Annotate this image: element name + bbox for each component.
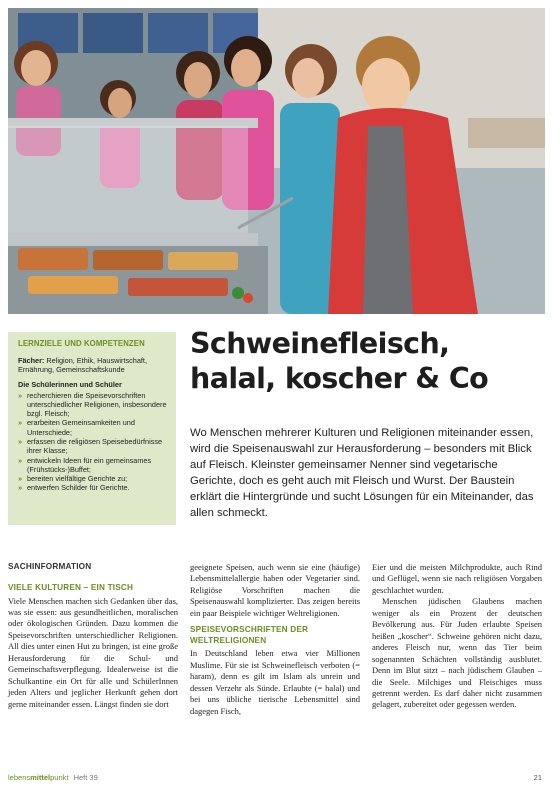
footer-brand	[8, 773, 98, 782]
page-number: 21	[533, 773, 542, 782]
cafeteria-illustration	[8, 8, 545, 314]
section-label: SACHINFORMATION	[8, 562, 92, 571]
goal-item: » entwickeln Ideen für ein gemeinsames (Frühstücks-)Buffet;	[18, 456, 168, 475]
goal-item: » bereiten vielfältige Gerichte zu;	[18, 474, 168, 483]
subjects-line	[18, 356, 168, 375]
intro-paragraph: Wo Menschen mehrerer Kulturen und Religionen miteinander essen, wird die Speisenauswahl zur Herausforderung – besonders mit Blick auf Fleisch. Kleinster gemeinsamer Nenner sind vegetarische Gerichte, doch es geht auch mit Fleisch und Wurst. Der Baustein erklärt die Hintergründe und sucht Lösungen für ein Miteinander, das allen schmeckt.	[190, 427, 534, 520]
brand-mittel: mittel	[30, 773, 51, 782]
body-paragraph: Menschen jüdischen Glaubens machen weniger als ein Prozent der deutschen Bevölkerung aus. Für Juden erlaubte Speisen heißen „koscher“. Schweine gehören nicht dazu, anderes Fleisch nur, wenn das Tier beim sogenannten Schächten vollständig ausblutet. Denn im Blut sitzt – nach jüdischem Glauben – die Seele. Milchiges und Fleischiges muss getrennt werden. Es darf daher nicht zusammen gelagert, zubereitet oder gegessen werden.	[372, 596, 542, 710]
goal-item: » erfassen die religiösen Speisebedürfnisse ihrer Klasse;	[18, 437, 168, 456]
body-column-2	[190, 562, 360, 717]
headline-line-1: Schweinefleisch,	[190, 327, 450, 360]
subhead-religions: SPEISEVORSCHRIFTEN DER WELTRELIGIONEN	[190, 625, 309, 645]
body-paragraph: Eier und die meisten Milchprodukte, auch Rind und Geflügel, wenn sie nach religiösen Vorgaben geschlachtet wurden.	[372, 562, 542, 595]
brand-punkt: punkt	[50, 773, 69, 782]
body-paragraph: In Deutschland leben etwa vier Millionen Muslime. Für sie ist Schweinefleisch verboten (= haram), denn es gilt im Islam als unrein und dessen Verzehr als Sünde. Erlaubte (= halal) und bei uns übliche tierische Lebensmittel sind dagegen Fisch,	[190, 648, 360, 716]
goal-item: » entwerfen Schilder für Gerichte.	[18, 483, 168, 492]
headline-line-2: halal, koscher & Co	[190, 362, 489, 395]
article-headline	[190, 326, 540, 396]
subhead-cultures: VIELE KULTUREN – EIN TISCH	[8, 583, 134, 592]
subjects-label: Fächer:	[18, 355, 45, 365]
learners-intro: Die Schülerinnen und Schüler	[18, 380, 122, 390]
goal-item: » erarbeiten Gemeinsamkeiten und Unterschiede;	[18, 418, 168, 437]
body-paragraph: geeignete Speisen, auch wenn sie eine (häufige) Lebensmittelallergie haben oder Vegetarier sind. Religiöse Vorschriften machen die Speisenauswahl komplizierter. Das zeigen bereits ein paar Beispiele wichtiger Weltreligionen.	[190, 562, 360, 618]
body-paragraph: Viele Menschen machen sich Gedanken über das, was sie essen: aus gesundheitlichen, moralischen oder ökologischen Gründen. Dazu kommen die Speisevorschriften unterschiedlicher Religionen. All dies unter einen Hut zu bringen, ist eine große Herausforderung für die Schul- und Gemeinschaftsverpflegung. Idealerweise ist die Schulkantine ein Ort für alle und SchülerInnen jeden Alters und jeglicher Herkunft gehen dort gerne miteinander essen. Längst finden sie dort	[8, 595, 178, 709]
body-column-1	[8, 583, 178, 710]
body-column-3	[372, 562, 542, 711]
learning-goals-box	[8, 332, 176, 525]
goal-item: » recherchieren die Speisevorschriften unterschiedlicher Religionen, insbesondere bzgl. Fleisch;	[18, 391, 168, 419]
brand-lebens: lebens	[8, 773, 31, 782]
learning-goals-title: LERNZIELE UND KOMPETENZEN	[18, 339, 145, 348]
cafeteria-photo	[8, 8, 545, 314]
issue-number: Heft 39	[73, 773, 98, 782]
subjects-list: Religion, Ethik, Hauswirtschaft, Ernährung, Gemeinschaftskunde	[18, 355, 147, 375]
